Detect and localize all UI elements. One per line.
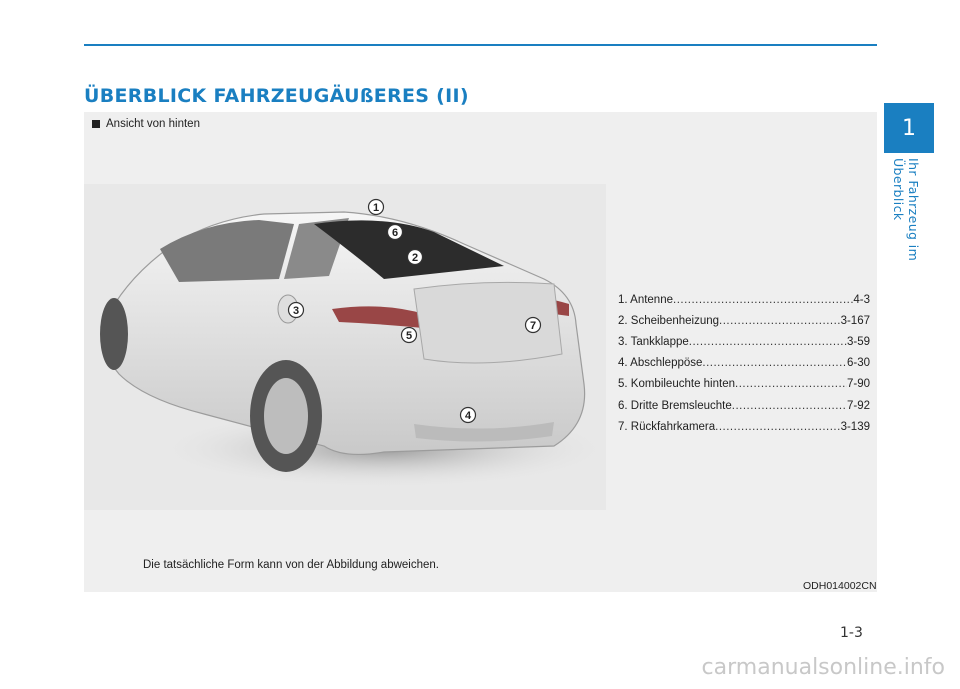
callout-2-text: 2 xyxy=(411,252,419,264)
legend-item[interactable] xyxy=(618,353,870,374)
parts-legend xyxy=(618,289,870,437)
watermark: carmanualsonline.info xyxy=(701,655,945,680)
legend-item-page: 3-167 xyxy=(840,314,870,327)
callout-4-text: 4 xyxy=(464,410,472,422)
legend-item-label: 3. Tankklappe xyxy=(618,335,689,348)
dot-leader xyxy=(719,315,841,327)
dot-leader xyxy=(689,336,847,348)
section-label-text: Ansicht von hinten xyxy=(106,118,200,130)
legend-item-label: 6. Dritte Bremsleuchte xyxy=(618,399,732,412)
section-label xyxy=(92,118,200,130)
car-illustration xyxy=(84,184,606,510)
legend-item-label: 2. Scheibenheizung xyxy=(618,314,720,327)
callout-5-text: 5 xyxy=(405,330,413,342)
callout-3-text: 3 xyxy=(292,305,300,317)
legend-item-page: 3-139 xyxy=(840,420,870,433)
dot-leader xyxy=(735,378,847,390)
legend-item-page: 3-59 xyxy=(846,335,870,348)
legend-item-page: 7-92 xyxy=(846,399,870,412)
legend-item-page: 7-90 xyxy=(846,378,870,391)
legend-item[interactable] xyxy=(618,289,870,310)
legend-item-label: 7. Rückfahrkamera xyxy=(618,420,716,433)
square-bullet-icon xyxy=(92,120,100,128)
dot-leader xyxy=(715,421,840,433)
dot-leader xyxy=(702,357,847,369)
callout-7-text: 7 xyxy=(529,320,537,332)
side-window-rear xyxy=(160,220,294,282)
dot-leader xyxy=(673,294,853,306)
legend-item-label: 5. Kombileuchte hinten xyxy=(618,378,735,391)
dot-leader xyxy=(732,400,847,412)
disclaimer-note: Die tatsächliche Form kann von der Abbildung abweichen. xyxy=(143,559,439,571)
legend-item[interactable] xyxy=(618,374,870,395)
legend-item[interactable] xyxy=(618,331,870,352)
front-wheel xyxy=(100,298,128,370)
rear-rim xyxy=(264,378,308,454)
legend-item-page: 4-3 xyxy=(853,293,870,306)
legend-item-label: 1. Antenne xyxy=(618,293,673,306)
callout-6-text: 6 xyxy=(391,227,399,239)
legend-item[interactable] xyxy=(618,395,870,416)
car-rear-view-drawing xyxy=(84,184,606,510)
figure-code: ODH014002CN xyxy=(803,580,877,592)
legend-item-label: 4. Abschleppöse xyxy=(618,357,703,370)
header-rule xyxy=(84,44,877,46)
legend-item-page: 6-30 xyxy=(846,357,870,370)
page-title: ÜBERBLICK FAHRZEUGÄUßERES (II) xyxy=(84,85,469,107)
chapter-name: Ihr Fahrzeug im Überblick xyxy=(891,158,921,262)
legend-item[interactable] xyxy=(618,310,870,331)
page-number: 1-3 xyxy=(840,625,863,641)
callout-1-text: 1 xyxy=(372,202,380,214)
chapter-number-tab[interactable]: 1 xyxy=(884,103,934,153)
legend-item[interactable] xyxy=(618,416,870,437)
